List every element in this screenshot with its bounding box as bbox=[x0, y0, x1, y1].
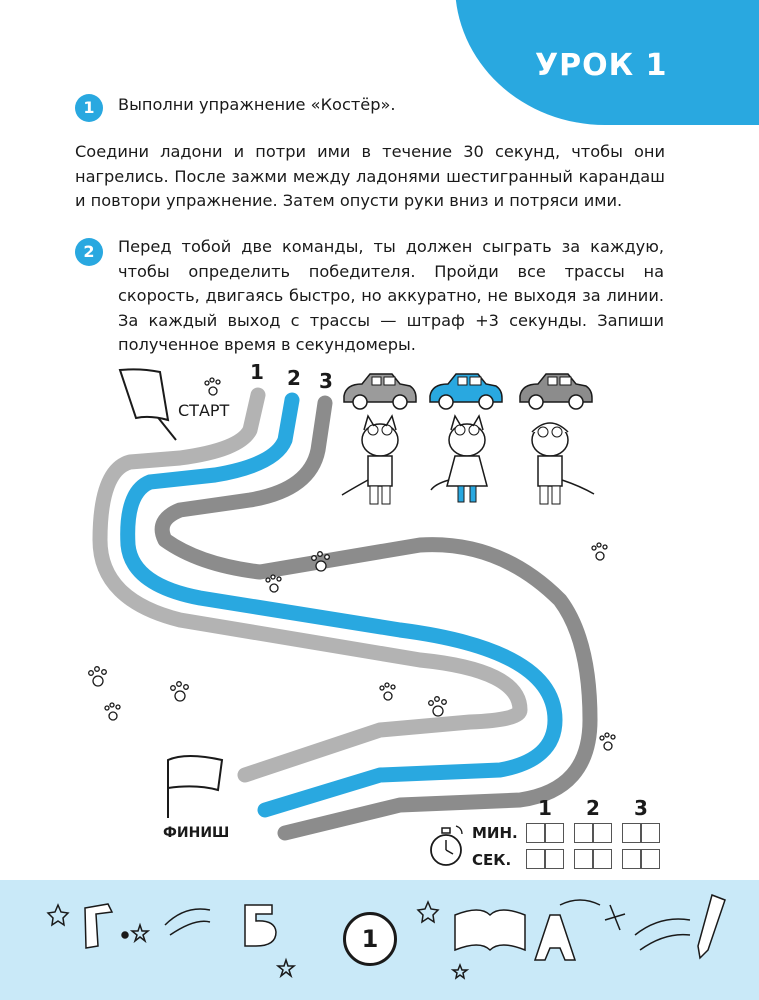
dot-doodle-icon bbox=[122, 932, 128, 938]
page-number: 1 bbox=[343, 912, 397, 966]
column-number-2: 2 bbox=[586, 796, 600, 820]
task-1-body: Соедини ладони и потри ими в течение 30 секунд, чтобы они нагрелись. После зажми между ладонями шестигранный карандаш и повтори упражнение. Затем опусти руки вниз и потряси ими. bbox=[75, 142, 665, 211]
task-2-number-badge: 2 bbox=[75, 238, 103, 266]
star-doodle-icon bbox=[278, 960, 294, 976]
minutes-label: МИН. bbox=[472, 824, 518, 842]
track-number-2: 2 bbox=[287, 366, 301, 390]
book-doodle-icon bbox=[455, 910, 525, 950]
star-doodle-icon bbox=[418, 902, 438, 922]
track-number-1: 1 bbox=[250, 360, 264, 384]
lesson-title: УРОК 1 bbox=[535, 48, 668, 83]
track-number-3: 3 bbox=[319, 369, 333, 393]
column-number-3: 3 bbox=[634, 796, 648, 820]
star-doodle-icon bbox=[48, 905, 68, 925]
start-label: СТАРТ bbox=[178, 401, 230, 420]
column-number-1: 1 bbox=[538, 796, 552, 820]
task-1-number-badge: 1 bbox=[75, 94, 103, 122]
line-doodle-icon bbox=[165, 909, 210, 935]
star-doodle-icon bbox=[453, 965, 467, 978]
pencil-doodle-icon bbox=[698, 895, 725, 958]
task-2-body: Перед тобой две команды, ты должен сыграть за каждую, чтобы определить победителя. Пройди все трассы на скорость, двигаясь быстро, но аккуратно, не выходя за линии. За каждый выход с трассы — штраф +3 секунды. Запиши полученное время в секундомеры. bbox=[118, 237, 664, 355]
plus-doodle-icon bbox=[605, 905, 625, 930]
letter-g-doodle-icon bbox=[85, 904, 112, 948]
letter-b-doodle-icon bbox=[245, 905, 276, 946]
star-doodle-icon bbox=[132, 925, 148, 941]
line-doodle-icon bbox=[635, 919, 690, 950]
seconds-label: СЕК. bbox=[472, 851, 512, 869]
letter-a-doodle-icon bbox=[535, 915, 575, 960]
finish-label: ФИНИШ bbox=[163, 825, 230, 841]
task-1-title: Выполни упражнение «Костёр». bbox=[118, 95, 396, 114]
line-doodle-icon bbox=[560, 900, 600, 905]
